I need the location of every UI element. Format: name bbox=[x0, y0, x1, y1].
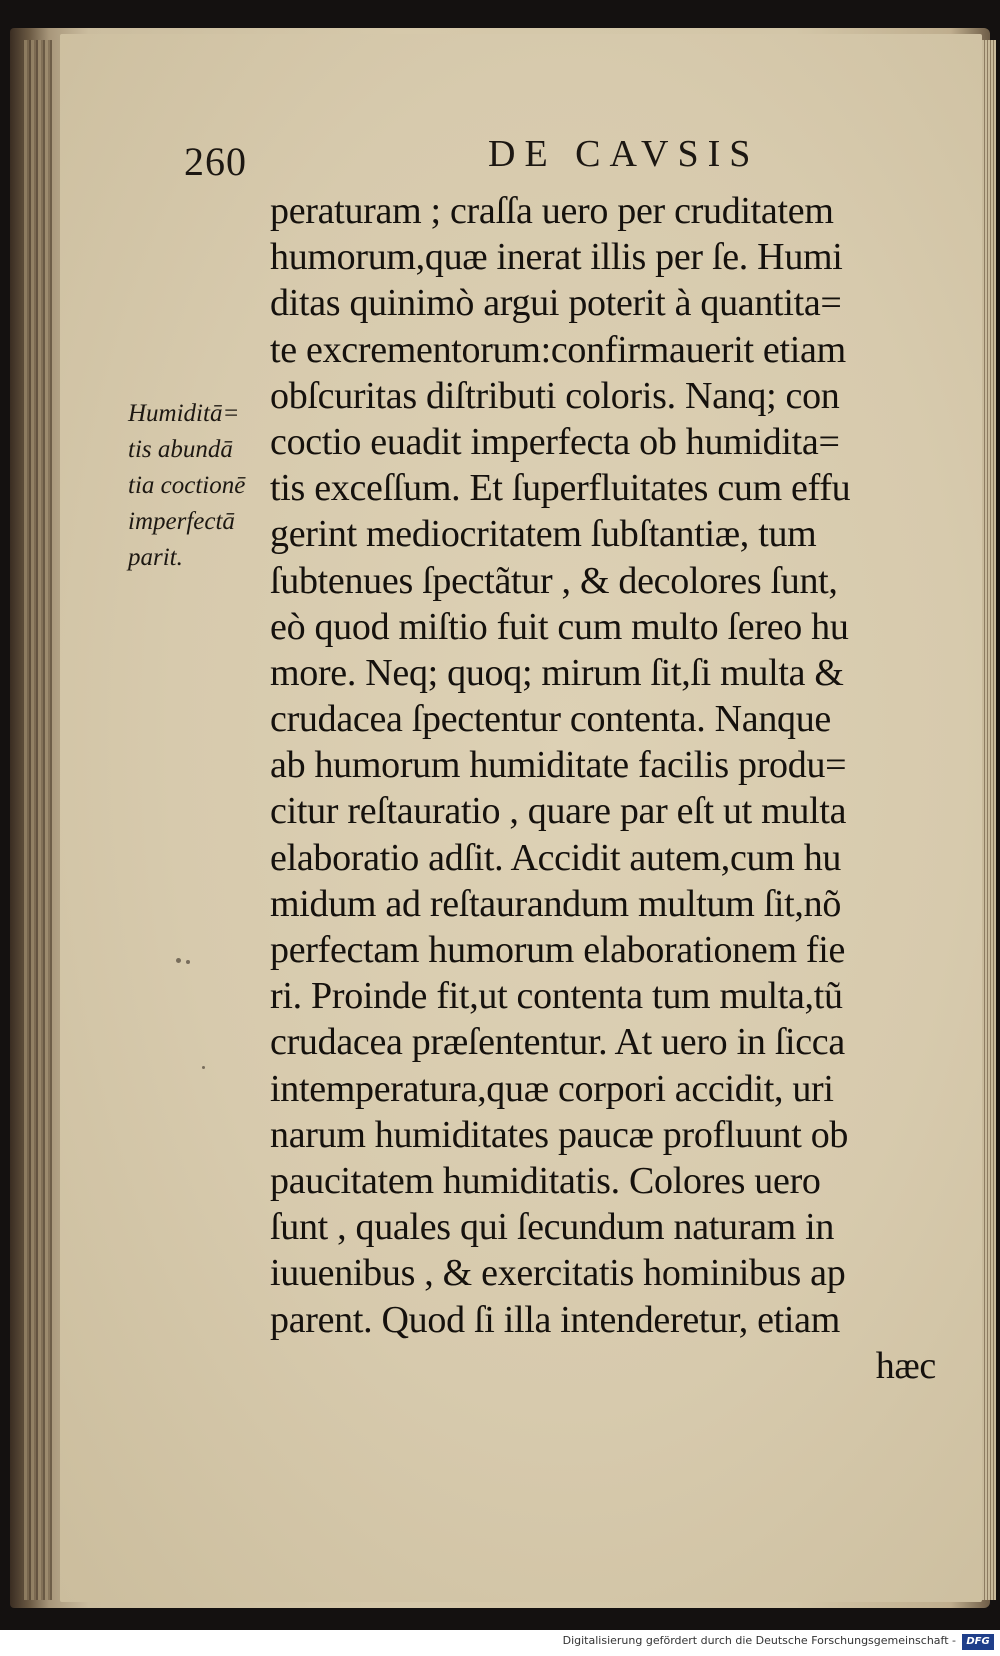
digitization-footer bbox=[0, 1630, 1000, 1656]
page-header bbox=[0, 132, 1000, 182]
text-line: coctio euadit imperfecta ob humidita= bbox=[270, 420, 840, 463]
text-line: peraturam ; craſſa uero per cruditatem bbox=[270, 190, 834, 232]
text-line: humorum,quæ inerat illis per ſe. Humi bbox=[270, 236, 843, 279]
text-line: narum humiditates paucæ profluunt ob bbox=[270, 1113, 849, 1156]
catchword: hæc bbox=[875, 1344, 936, 1387]
ink-speck bbox=[202, 1066, 205, 1069]
marginal-note-line: Humiditā= bbox=[128, 400, 240, 427]
text-line: ab humorum humiditate facilis produ= bbox=[270, 744, 847, 787]
text-line: ri. Proinde fit,ut contenta tum multa,tũ bbox=[270, 975, 843, 1018]
text-line: te excrementorum:confirmauerit etiam bbox=[270, 328, 846, 371]
text-line: midum ad reſtaurandum multum ſit,nõ bbox=[270, 882, 842, 925]
text-line: gerint mediocritatem ſubſtantiæ, tum bbox=[270, 513, 817, 556]
text-line: elaboratio adſit. Accidit autem,cum hu bbox=[270, 836, 842, 879]
text-line: ditas quinimò argui poterit à quantita= bbox=[270, 282, 842, 325]
marginal-note-line: parit. bbox=[128, 544, 183, 571]
text-line: ſunt , quales qui ſecundum naturam in bbox=[270, 1206, 835, 1249]
text-line: crudacea ſpectentur contenta. Nanque bbox=[270, 698, 832, 741]
text-line: paucitatem humiditatis. Colores uero bbox=[270, 1159, 821, 1202]
running-head: DE CAVSIS bbox=[488, 133, 760, 175]
body-text bbox=[270, 188, 960, 1389]
marginal-note-line: tis abundā bbox=[128, 436, 233, 463]
text-line: more. Neq; quoq; mirum ſit,ſi multa & bbox=[270, 651, 844, 694]
text-line: obſcuritas diſtributi coloris. Nanq; con bbox=[270, 374, 840, 417]
page-fore-edge bbox=[982, 40, 996, 1600]
text-line: crudacea præſententur. At uero in ſicca bbox=[270, 1021, 845, 1064]
text-line: parent. Quod ſi illa intenderetur, etiam bbox=[270, 1298, 841, 1341]
ink-speck bbox=[186, 960, 190, 964]
text-line: citur reſtauratio , quare par eſt ut multa bbox=[270, 790, 847, 833]
text-line: intemperatura,quæ corpori accidit, uri bbox=[270, 1067, 834, 1110]
marginal-note-line: tia coctionē bbox=[128, 472, 246, 499]
marginal-note-line: imperfectā bbox=[128, 508, 235, 535]
text-line: ſubtenues ſpectãtur , & decolores ſunt, bbox=[270, 559, 838, 602]
text-line: tis exceſſum. Et ſuperfluitates cum effu bbox=[270, 467, 851, 510]
book-gutter bbox=[22, 40, 52, 1600]
ink-speck bbox=[176, 958, 181, 963]
funding-credit: Digitalisierung gefördert durch die Deutsche Forschungsgemeinschaft - bbox=[562, 1634, 956, 1647]
marginal-note bbox=[128, 396, 278, 576]
text-line: eò quod miſtio fuit cum multo ſereo hu bbox=[270, 605, 849, 648]
page-number: 260 bbox=[184, 139, 247, 184]
dfg-logo: DFG bbox=[962, 1634, 994, 1650]
text-line: perfectam humorum elaborationem fie bbox=[270, 929, 846, 971]
text-line: iuuenibus , & exercitatis hominibus ap bbox=[270, 1252, 846, 1295]
